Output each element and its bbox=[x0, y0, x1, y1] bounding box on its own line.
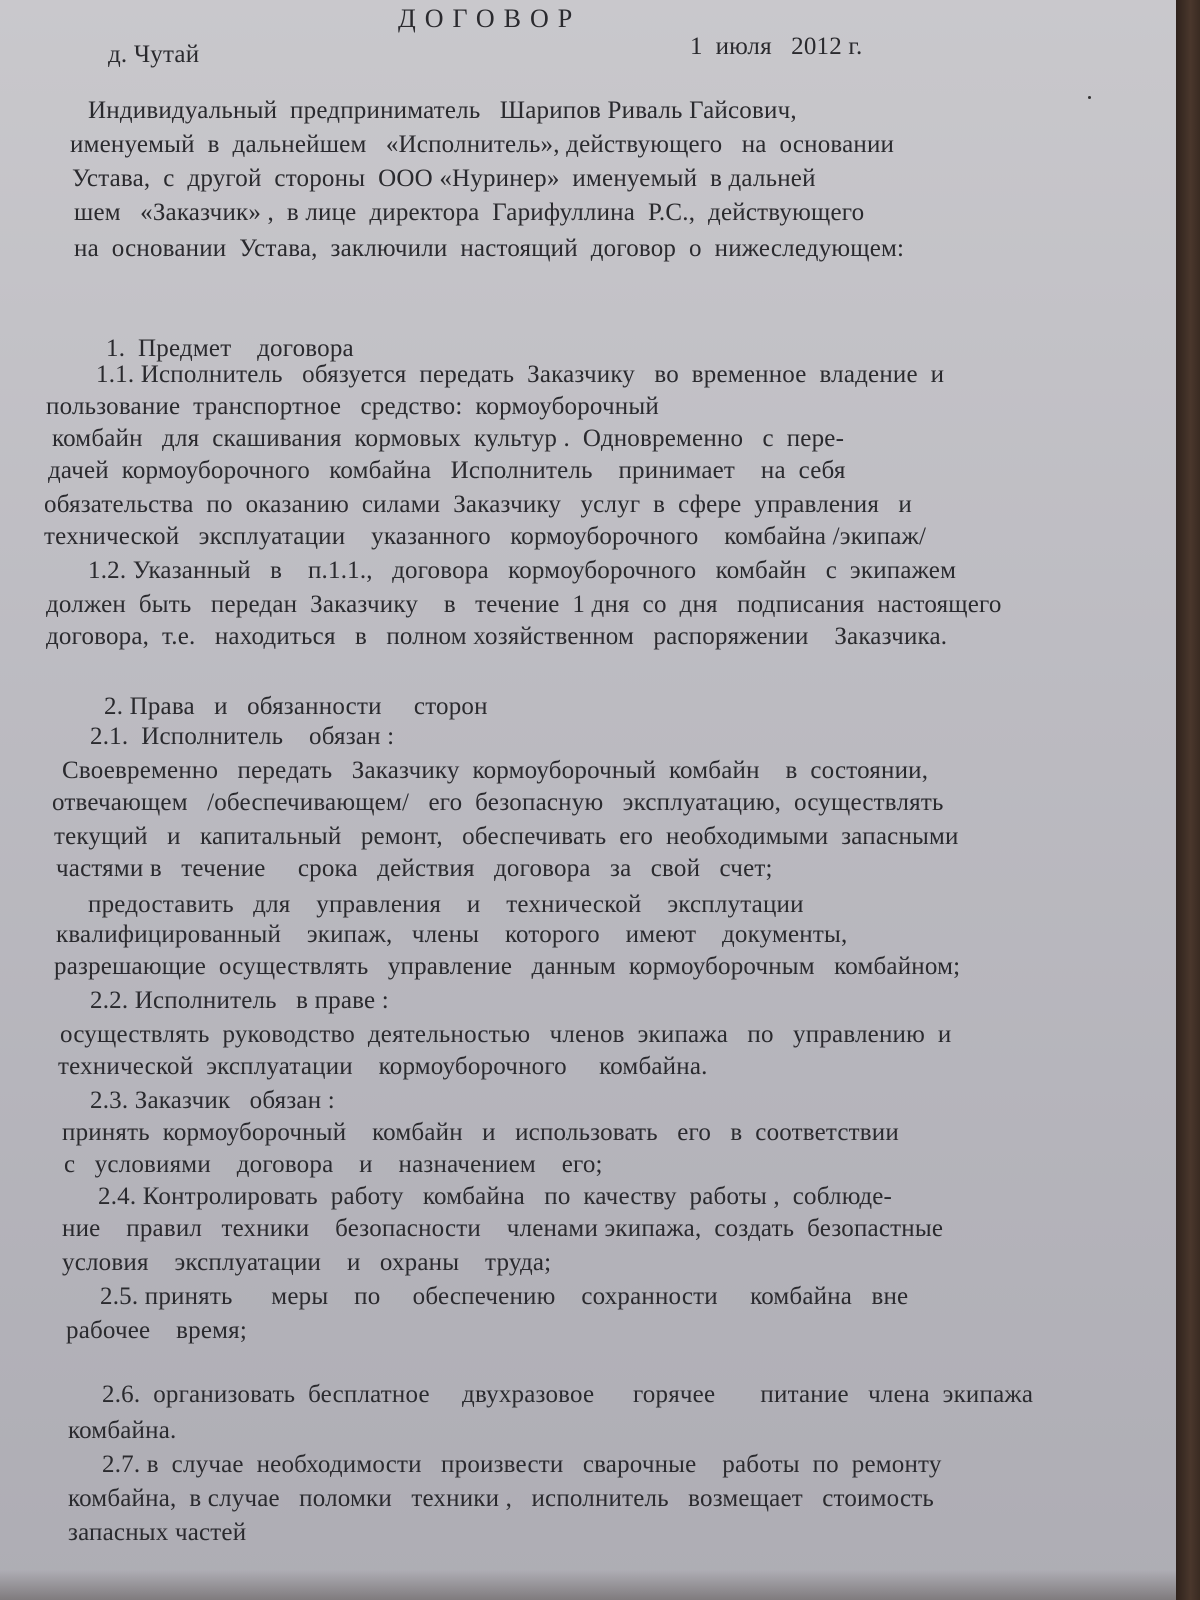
clause-line: договора, т.е. находиться в полном хозяйственном распоряжении Заказчика. bbox=[46, 623, 948, 650]
clause-line: пользование транспортное средство: кормоуборочный bbox=[46, 393, 659, 420]
clause-line: 1.1. Исполнитель обязуется передать Заказчику во временное владение и bbox=[96, 361, 945, 388]
clause-line: запасных частей bbox=[68, 1519, 247, 1546]
contract-place: д. Чутай bbox=[108, 41, 200, 68]
section-heading: 1. Предмет договора bbox=[106, 335, 354, 362]
clause-line: 2.5. принять меры по обеспечению сохранности комбайна вне bbox=[100, 1283, 909, 1310]
clause-line: технической эксплуатации кормоуборочного комбайна. bbox=[58, 1053, 708, 1080]
clause-line: 1.2. Указанный в п.1.1., договора кормоуборочного комбайн с экипажем bbox=[88, 557, 957, 584]
clause-line: комбайн для скашивания кормовых культур . Одновременно с пере- bbox=[52, 425, 845, 452]
contract-date: 1 июля 2012 г. bbox=[690, 33, 863, 60]
clause-line: технической эксплуатации указанного кормоуборочного комбайна /экипаж/ bbox=[44, 523, 927, 550]
clause-line: квалифицированный экипаж, члены которого имеют документы, bbox=[56, 921, 848, 948]
intro-line: Индивидуальный предприниматель Шарипов Риваль Гайсович, bbox=[88, 97, 797, 124]
paper-speck bbox=[1088, 96, 1091, 99]
clause-line: обязательства по оказанию силами Заказчику услуг в сфере управления и bbox=[44, 491, 912, 518]
clause-line: 2.2. Исполнитель в праве : bbox=[90, 987, 389, 1014]
clause-line: ние правил техники безопасности членами экипажа, создать безопастные bbox=[62, 1215, 944, 1242]
clause-line: частями в течение срока действия договора за свой счет; bbox=[56, 855, 773, 882]
clause-line: 2.3. Заказчик обязан : bbox=[90, 1087, 335, 1114]
intro-line: шем «Заказчик» , в лице директора Гарифуллина Р.С., действующего bbox=[74, 199, 865, 226]
clause-line: комбайна, в случае поломки техники , исполнитель возмещает стоимость bbox=[68, 1485, 934, 1512]
clause-line: текущий и капитальный ремонт, обеспечивать его необходимыми запасными bbox=[54, 823, 959, 850]
clause-line: условия эксплуатации и охраны труда; bbox=[62, 1249, 552, 1276]
intro-line: на основании Устава, заключили настоящий договор о нижеследующем: bbox=[74, 235, 905, 262]
clause-line: принять кормоуборочный комбайн и использовать его в соответствии bbox=[62, 1119, 899, 1146]
clause-line: должен быть передан Заказчику в течение 1 дня со дня подписания настоящего bbox=[46, 591, 1002, 618]
clause-line: 2.1. Исполнитель обязан : bbox=[90, 723, 395, 750]
clause-line: Своевременно передать Заказчику кормоуборочный комбайн в состоянии, bbox=[62, 757, 929, 784]
clause-line: осуществлять руководство деятельностью членов экипажа по управлению и bbox=[60, 1021, 952, 1048]
clause-line: 2.7. в случае необходимости произвести сварочные работы по ремонту bbox=[102, 1451, 942, 1478]
background-surface bbox=[1176, 0, 1200, 1600]
clause-line: с условиями договора и назначением его; bbox=[64, 1151, 603, 1178]
clause-line: комбайна. bbox=[68, 1417, 177, 1444]
page-bottom-shadow bbox=[0, 1570, 1176, 1600]
clause-line: 2.6. организовать бесплатное двухразовое горячее питание члена экипажа bbox=[102, 1381, 1034, 1408]
clause-line: отвечающем /обеспечивающем/ его безопасную эксплуатацию, осуществлять bbox=[52, 789, 944, 816]
clause-line: рабочее время; bbox=[66, 1317, 248, 1344]
clause-line: дачей кормоуборочного комбайна Исполнитель принимает на себя bbox=[48, 457, 846, 484]
clause-line: разрешающие осуществлять управление данным кормоуборочным комбайном; bbox=[54, 953, 961, 980]
intro-line: именуемый в дальнейшем «Исполнитель», действующего на основании bbox=[70, 131, 895, 158]
section-heading: 2. Права и обязанности сторон bbox=[104, 693, 488, 720]
document-title: ДОГОВОР bbox=[398, 4, 582, 33]
intro-line: Устава, с другой стороны ООО «Нуринер» именуемый в дальней bbox=[72, 165, 816, 192]
clause-line: предоставить для управления и технической эксплутации bbox=[88, 891, 804, 918]
clause-line: 2.4. Контролировать работу комбайна по качеству работы , соблюде- bbox=[98, 1183, 893, 1210]
